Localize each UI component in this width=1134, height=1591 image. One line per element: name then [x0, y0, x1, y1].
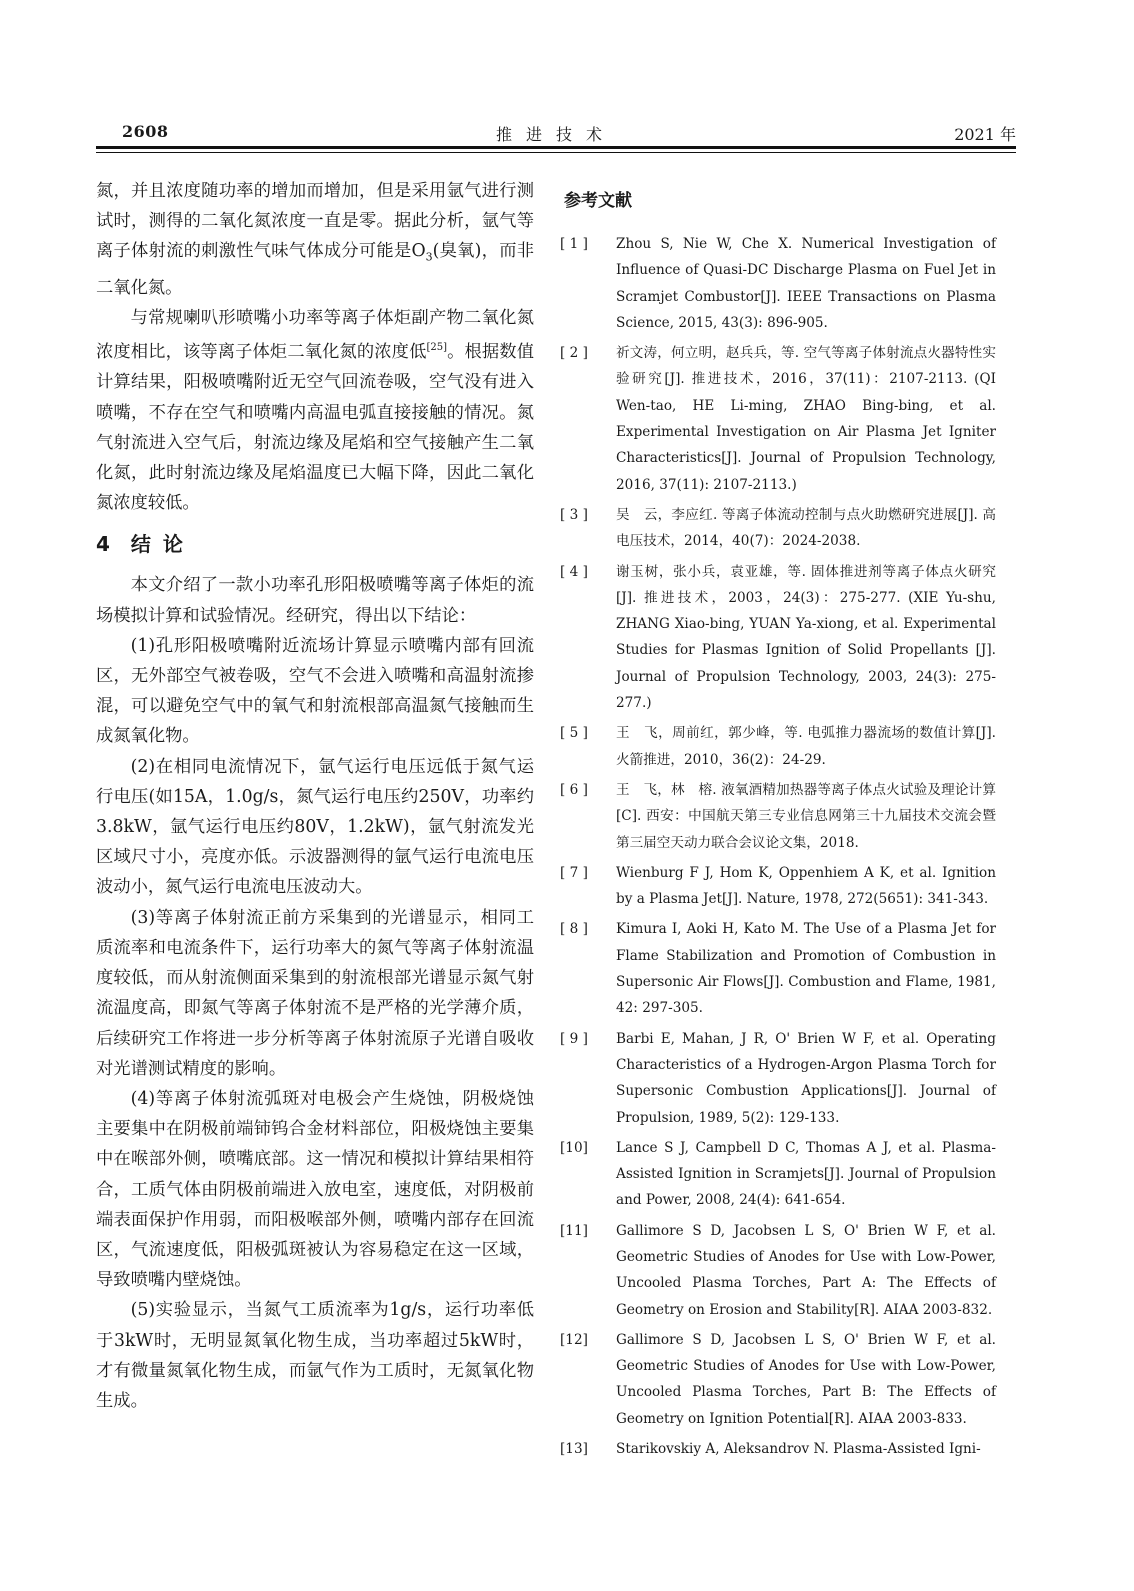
paragraph-continued: 氮，并且浓度随功率的增加而增加，但是采用氩气进行测试时，测得的二氧化氮浓度一直是零。据此分析，氩气等离子体射流的刺激性气味气体成分可能是$O_3$(臭氧)，而非二氧化氮。 — [96, 181, 535, 299]
conclusion-1: (1)孔形阳极喷嘴附近流场计算显示喷嘴内部有回流区，无外部空气被卷吸，空气不会进入喷嘴和高温射流掺混，可以避免空气中的氧气和射流根部高温氮气接触而生成氮氧化物。 — [96, 635, 534, 747]
paragraph-intro: 本文介绍了一款小功率孔形阳极喷嘴等离子体炬的流场模拟计算和试验情况。经研究，得出以下结论： — [96, 575, 534, 626]
conclusion-2: (2)在相同电流情况下，氩气运行电压远低于氮气运行电压(如15A，1.0g/s，氮气运行电压约250V，功率约3.8kW，氩气运行电压约80V，1.2kW)，氩气射流发光区域尺寸小，亮度亦低。示波器测得的氩气运行电流电压波动小，氮气运行电流电压波动大。 — [96, 756, 534, 898]
journal-year: 2021 年 — [954, 125, 1016, 144]
section-title: 结论 — [130, 532, 195, 557]
section-number: 4 — [96, 532, 110, 557]
page-number: 2608 — [122, 122, 169, 141]
reference-text: 王 飞，周前红，郭少峰，等. 电弧推力器流场的数值计算[J]. 火箭推进，2010，36(2)：24-29. — [616, 725, 996, 768]
reference-text: Kimura I, Aoki H, Kato M. The Use of a Plasma Jet for Flame Stabilization and Promotion of Combustion in Supersonic Air Flows[J]. Combustion and Flame, 1981, 42: 297-305. — [616, 921, 996, 1017]
reference-text: Zhou S, Nie W, Che X. Numerical Investigation of Influence of Quasi-DC Discharge Plasma on Fuel Jet in Scramjet Combustor[J]. IEEE Transactions on Plasma Science, 2015, 43(3): 896-905. — [616, 236, 996, 331]
reference-text: Gallimore S D, Jacobsen L S, O' Brien W F, et al. Geometric Studies of Anodes for Use with Low-Power, Uncooled Plasma Torches, Part A: The Effects of Geometry on Erosion and Stability[R]. AIAA 2003-832. — [616, 1222, 996, 1318]
references-column — [560, 186, 996, 1466]
conclusion-3: (3)等离子体射流正前方采集到的光谱显示，相同工质流率和电流条件下，运行功率大的氮气等离子体射流温度较低，而从射流侧面采集到的射流根部光谱显示氮气射流温度高，即氮气等离子体射流不是严格的光学薄介质，后续研究工作将进一步分析等离子体射流原子光谱自吸收对光谱测试精度的影响。 — [96, 907, 534, 1079]
reference-item — [560, 502, 996, 555]
reference-item — [560, 559, 996, 717]
left-column — [96, 176, 534, 1416]
reference-number: [ 7 ] — [560, 864, 588, 881]
page-header — [96, 118, 1016, 146]
reference-item — [560, 860, 996, 913]
reference-number: [ 1 ] — [560, 236, 588, 252]
reference-item — [560, 1026, 996, 1131]
reference-number: [ 8 ] — [560, 921, 588, 938]
reference-item — [560, 916, 996, 1021]
reference-text: Lance S J, Campbell D C, Thomas A J, et al. Plasma-Assisted Ignition in Scramjets[J]. Journal of Propulsion and Power, 2008, 24(4): 641-654. — [616, 1139, 996, 1209]
reference-item — [560, 1135, 996, 1214]
reference-number: [ 2 ] — [560, 345, 588, 362]
reference-number: [10] — [560, 1139, 588, 1156]
reference-number: [ 6 ] — [560, 781, 588, 798]
reference-text: Wienburg F J, Hom K, Oppenhiem A K, et al. Ignition by a Plasma Jet[J]. Nature, 1978, 272(5651): 341-343. — [616, 864, 996, 908]
reference-item — [560, 340, 996, 498]
reference-list — [560, 231, 996, 1462]
reference-text: 王 飞，林 榕. 液氧酒精加热器等离子体点火试验及理论计算[C]. 西安：中国航天第三专业信息网第三十九届技术交流会暨第三届空天动力联合会议论文集，2018. — [616, 781, 996, 851]
reference-item — [560, 720, 996, 773]
reference-text: 吴 云，李应红. 等离子体流动控制与点火助燃研究进展[J]. 高电压技术，2014，40(7)：2024-2038. — [616, 506, 996, 550]
conclusion-5: (5)实验显示，当氮气工质流率为1g/s，运行功率低于3kW时，无明显氮氧化物生成，当功率超过5kW时，才有微量氮氧化物生成，而氩气作为工质时，无氮氧化物生成。 — [96, 1300, 534, 1411]
header-rule-thin — [96, 152, 1016, 153]
section-heading — [96, 528, 534, 560]
reference-item — [560, 777, 996, 856]
reference-number: [11] — [560, 1222, 588, 1239]
reference-item — [560, 1436, 996, 1462]
conclusion-4: (4)等离子体射流弧斑对电极会产生烧蚀，阴极烧蚀主要集中在阴极前端铈钨合金材料部位，阳极烧蚀主要集中在喉部外侧，喷嘴底部。这一情况和模拟计算结果相符合，工质气体由阴极前端进入放电室，速度低，对阴极前端表面保护作用弱，而阳极喉部外侧，喷嘴内部存在回流区，气流速度低，阳极弧斑被认为容易稳定在这一区域，导致喷嘴内壁烧蚀。 — [96, 1088, 534, 1291]
reference-text: Gallimore S D, Jacobsen L S, O' Brien W F, et al. Geometric Studies of Anodes for Use with Low-Power, Uncooled Plasma Torches, Part B: The Effects of Geometry on Ignition Potential[R]. AIAA 2003-833. — [616, 1331, 996, 1427]
reference-text: 谢玉树，张小兵，袁亚雄，等. 固体推进剂等离子体点火研究[J]. 推进技术，2003，24(3)：275-277. (XIE Yu-shu, ZHANG Xiao-bing, YUAN Ya-xiong, et al. Experimental Studies for Plasmas Ignition of Solid Propellants [J]. Journal of Propulsion Technology, 2003, 24(3): 275-277.) — [616, 563, 996, 712]
reference-text: 祈文涛，何立明，赵兵兵，等. 空气等离子体射流点火器特性实验研究[J]. 推进技术，2016，37(11)：2107-2113. (QI Wen-tao, HE Li-ming, ZHAO Bing-bing, et al. Experimental Investigation on Air Plasma Jet Igniter Characteristics[J]. Journal of Propulsion Technology, 2016, 37(11): 2107-2113.) — [616, 345, 996, 493]
reference-item — [560, 1327, 996, 1432]
reference-text: Barbi E, Mahan, J R, O' Brien W F, et al. Operating Characteristics of a Hydrogen-Argon Plasma Torch for Supersonic Combustion Applications[J]. Journal of Propulsion, 1989, 5(2): 129-133. — [616, 1030, 996, 1126]
reference-number: [13] — [560, 1441, 588, 1458]
reference-number: [ 9 ] — [560, 1030, 588, 1047]
reference-item — [560, 1218, 996, 1323]
reference-number: [ 5 ] — [560, 725, 588, 742]
reference-number: [12] — [560, 1331, 588, 1348]
references-title: 参考文献 — [564, 191, 632, 211]
header-rule-thick — [96, 146, 1016, 149]
paragraph-comparison: 与常规喇叭形喷嘴小功率等离子体炬副产物二氧化氮浓度相比，该等离子体炬二氧化氮的浓度低[25]。根据数值计算结果，阳极喷嘴附近无空气回流卷吸，空气没有进入喷嘴，不存在空气和喷嘴内高温电弧直接接触的情况。氮气射流进入空气后，射流边缘及尾焰和空气接触产生二氧化氮，此时射流边缘及尾焰温度已大幅下降，因此二氧化氮浓度较低。 — [96, 308, 534, 514]
reference-item — [560, 231, 996, 336]
journal-name: 推进技术 — [495, 125, 616, 144]
reference-number: [ 4 ] — [560, 563, 588, 580]
reference-number: [ 3 ] — [560, 506, 588, 523]
reference-text: Starikovskiy A, Aleksandrov N. Plasma-Assisted Igni- — [616, 1441, 981, 1458]
citation[interactable]: [25] — [426, 342, 448, 354]
